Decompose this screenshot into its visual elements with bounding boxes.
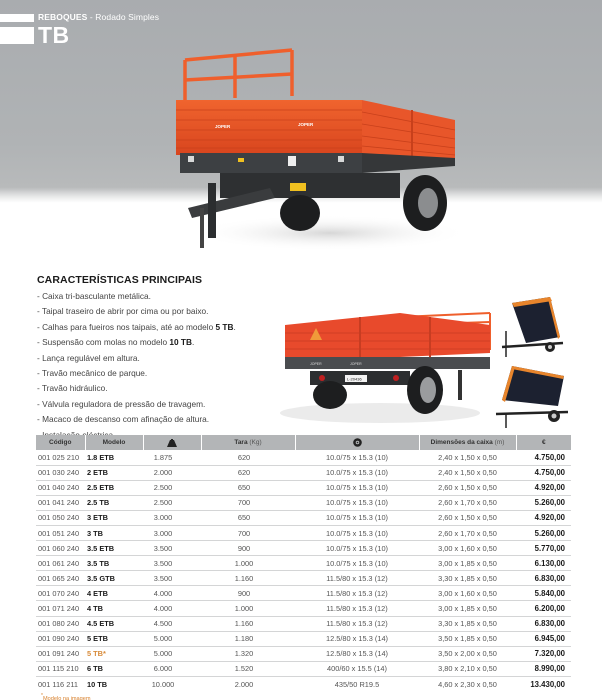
table-cell: 620 bbox=[201, 465, 295, 480]
feature-text: . bbox=[191, 337, 195, 348]
table-cell: 001 050 240 bbox=[36, 510, 85, 525]
table-cell: 12.5/80 x 15.3 (14) bbox=[295, 631, 419, 646]
table-cell: 5.260,00 bbox=[516, 525, 571, 540]
feature-item bbox=[37, 320, 297, 335]
column-header-model[interactable]: Modelo bbox=[85, 435, 143, 450]
table-cell: 3,50 x 2,00 x 0,50 bbox=[419, 646, 516, 661]
table-cell: 6.945,00 bbox=[516, 631, 571, 646]
brand-label: JOPER bbox=[215, 124, 231, 129]
table-cell: 4.920,00 bbox=[516, 480, 571, 495]
table-cell: 3.000 bbox=[143, 525, 201, 540]
title-decoration-bar bbox=[0, 14, 34, 22]
table-cell: 3,00 x 1,85 x 0,50 bbox=[419, 601, 516, 616]
table-cell: 3,80 x 2,10 x 0,50 bbox=[419, 661, 516, 676]
table-row[interactable] bbox=[36, 646, 571, 661]
table-cell: 10.0/75 x 15.3 (10) bbox=[295, 510, 419, 525]
table-cell: 6.830,00 bbox=[516, 616, 571, 631]
table-cell: 1.8 ETB bbox=[85, 450, 143, 465]
feature-item bbox=[37, 397, 297, 412]
feature-text: . bbox=[233, 321, 236, 332]
table-cell: 3.000 bbox=[143, 510, 201, 525]
feature-text: - Lança regulável em altura. bbox=[37, 352, 140, 363]
table-cell: 5 ETB bbox=[85, 631, 143, 646]
tire-icon bbox=[353, 438, 362, 447]
table-cell: 001 041 240 bbox=[36, 495, 85, 510]
feature-item bbox=[37, 351, 297, 366]
feature-text: - Taipal traseiro de abrir por cima ou por baixo. bbox=[37, 306, 209, 317]
feature-text: - Válvula reguladora de pressão de travagem. bbox=[37, 398, 206, 409]
table-row[interactable] bbox=[36, 525, 571, 540]
feature-item bbox=[37, 366, 297, 381]
table-cell: 1.160 bbox=[201, 616, 295, 631]
table-cell: 10.0/75 x 15.3 (10) bbox=[295, 450, 419, 465]
table-cell: 4.750,00 bbox=[516, 450, 571, 465]
table-cell: 2.500 bbox=[143, 480, 201, 495]
column-header-tara[interactable]: Tara (Kg) bbox=[201, 435, 295, 450]
trailer-rear-image bbox=[280, 295, 495, 425]
feature-text: - Travão hidráulico. bbox=[37, 383, 108, 394]
features-heading: CARACTERÍSTICAS PRINCIPAIS bbox=[37, 274, 203, 286]
table-cell: 001 071 240 bbox=[36, 601, 85, 616]
table-cell: 900 bbox=[201, 586, 295, 601]
table-cell: 10.0/75 x 15.3 (10) bbox=[295, 495, 419, 510]
table-cell: 3,50 x 1,85 x 0,50 bbox=[419, 631, 516, 646]
table-cell: 001 115 210 bbox=[36, 661, 85, 676]
table-cell: 001 040 240 bbox=[36, 480, 85, 495]
trailer-tipping-rear-image bbox=[492, 362, 572, 430]
column-header-price[interactable]: € bbox=[516, 435, 571, 450]
table-cell: 3,30 x 1,85 x 0,50 bbox=[419, 571, 516, 586]
table-cell: 11.5/80 x 15.3 (12) bbox=[295, 616, 419, 631]
features-section bbox=[37, 274, 297, 443]
table-body bbox=[36, 450, 571, 692]
table-cell: 12.5/80 x 15.3 (14) bbox=[295, 646, 419, 661]
table-cell: 10 TB bbox=[87, 679, 108, 689]
column-header-code[interactable]: Código bbox=[36, 435, 85, 450]
table-row[interactable] bbox=[36, 495, 571, 510]
title-decoration-bar bbox=[0, 27, 34, 44]
table-cell: 3.5 ETB bbox=[85, 541, 143, 556]
table-cell: 700 bbox=[201, 495, 295, 510]
feature-text: 10 TB bbox=[169, 337, 192, 348]
table-cell: 3.5 GTB bbox=[85, 571, 143, 586]
table-cell: 001 070 240 bbox=[36, 586, 85, 601]
table-cell: 4.920,00 bbox=[516, 510, 571, 525]
subcategory-label: - Rodado Simples bbox=[87, 12, 160, 22]
table-cell: 3,00 x 1,85 x 0,50 bbox=[419, 556, 516, 571]
table-row[interactable] bbox=[36, 465, 571, 480]
table-cell: 11.5/80 x 15.3 (12) bbox=[295, 586, 419, 601]
table-row[interactable] bbox=[36, 586, 571, 601]
feature-item bbox=[37, 381, 297, 396]
table-cell: 3.500 bbox=[143, 556, 201, 571]
column-header-tire[interactable] bbox=[295, 435, 419, 450]
table-cell: 2,40 x 1,50 x 0,50 bbox=[419, 450, 516, 465]
svg-text:JOPER: JOPER bbox=[298, 122, 314, 127]
table-cell: 10.0/75 x 15.3 (10) bbox=[295, 556, 419, 571]
table-cell: 001 061 240 bbox=[36, 556, 85, 571]
table-cell: 001 090 240 bbox=[36, 631, 85, 646]
table-cell: 001 080 240 bbox=[36, 616, 85, 631]
table-row[interactable] bbox=[36, 556, 571, 571]
table-cell: 3.500 bbox=[143, 541, 201, 556]
table-cell: 5.000 bbox=[143, 646, 201, 661]
table-cell: 2,60 x 1,50 x 0,50 bbox=[419, 510, 516, 525]
table-cell: 900 bbox=[201, 541, 295, 556]
table-cell: 4 TB bbox=[85, 601, 143, 616]
table-cell: 2.5 TB bbox=[85, 495, 143, 510]
table-cell: 3 ETB bbox=[85, 510, 143, 525]
trailer-tipping-side-image bbox=[498, 295, 570, 360]
table-cell: 5.000 bbox=[143, 631, 201, 646]
table-cell: 620 bbox=[201, 450, 295, 465]
table-cell: 650 bbox=[201, 480, 295, 495]
table-cell: 11.5/80 x 15.3 (12) bbox=[295, 601, 419, 616]
table-cell: 13.430,00 bbox=[530, 679, 565, 689]
table-cell: 4.000 bbox=[143, 586, 201, 601]
table-cell: 1.000 bbox=[201, 601, 295, 616]
table-cell: 4.000 bbox=[143, 601, 201, 616]
table-cell: 11.5/80 x 15.3 (12) bbox=[295, 571, 419, 586]
table-row[interactable] bbox=[36, 601, 571, 616]
table-cell: 6.200,00 bbox=[516, 601, 571, 616]
feature-text: - Macaco de descanso com afinação de altura. bbox=[37, 414, 210, 425]
table-cell: 1.320 bbox=[201, 646, 295, 661]
feature-item bbox=[37, 289, 297, 304]
table-cell: 3,00 x 1,60 x 0,50 bbox=[419, 541, 516, 556]
table-row[interactable] bbox=[36, 661, 571, 676]
feature-text: - Calhas para fueiros nos taipais, até ao modelo bbox=[37, 321, 216, 332]
table-header-row bbox=[36, 435, 571, 450]
column-header-dimensions[interactable]: Dimensões da caixa (m) bbox=[419, 435, 516, 450]
table-row[interactable] bbox=[36, 676, 571, 691]
column-header-load[interactable] bbox=[143, 435, 201, 450]
feature-text: - Suspensão com molas no modelo bbox=[37, 337, 170, 348]
table-row[interactable] bbox=[36, 571, 571, 586]
table-cell: 4.5 ETB bbox=[85, 616, 143, 631]
table-cell: 2,60 x 1,70 x 0,50 bbox=[419, 525, 516, 540]
table-cell: 1.000 bbox=[201, 556, 295, 571]
table-row[interactable] bbox=[36, 480, 571, 495]
features-list bbox=[37, 289, 297, 443]
license-plate: L-20436 bbox=[347, 376, 362, 382]
table-cell: 4 ETB bbox=[85, 586, 143, 601]
table-cell: 3 TB bbox=[85, 525, 143, 540]
table-cell: 1.160 bbox=[201, 571, 295, 586]
table-cell: 001 030 240 bbox=[36, 465, 85, 480]
table-cell: 2.000 bbox=[143, 465, 201, 480]
table-cell: 2.000 bbox=[234, 679, 254, 689]
table-row[interactable] bbox=[36, 616, 571, 631]
table-cell: 700 bbox=[201, 525, 295, 540]
table-cell: 001 051 240 bbox=[36, 525, 85, 540]
table-cell: 001 025 210 bbox=[36, 450, 85, 465]
feature-text: - Travão mecânico de parque. bbox=[37, 368, 148, 379]
table-row[interactable] bbox=[36, 631, 571, 646]
feature-text: - Caixa tri-basculante metálica. bbox=[37, 291, 151, 301]
table-cell: 2,60 x 1,70 x 0,50 bbox=[419, 495, 516, 510]
table-cell: 10.0/75 x 15.3 (10) bbox=[295, 465, 419, 480]
svg-text:JOPER: JOPER bbox=[350, 362, 362, 366]
table-cell: 2,60 x 1,50 x 0,50 bbox=[419, 480, 516, 495]
table-cell: 10.0/75 x 15.3 (10) bbox=[295, 525, 419, 540]
table-cell: 400/60 x 15.5 (14) bbox=[295, 661, 419, 676]
table-cell: 6.830,00 bbox=[516, 571, 571, 586]
table-cell: 3.500 bbox=[143, 571, 201, 586]
table-cell: 4.500 bbox=[143, 616, 201, 631]
table-cell: 1.520 bbox=[201, 661, 295, 676]
table-cell: 6 TB bbox=[85, 661, 143, 676]
table-cell: 3,00 x 1,60 x 0,50 bbox=[419, 586, 516, 601]
table-cell: 10.0/75 x 15.3 (10) bbox=[295, 480, 419, 495]
table-cell: 5.770,00 bbox=[516, 541, 571, 556]
table-cell: 7.320,00 bbox=[516, 646, 571, 661]
table-row[interactable] bbox=[36, 541, 571, 556]
table-cell: 6.000 bbox=[143, 661, 201, 676]
table-cell: 001 065 240 bbox=[36, 571, 85, 586]
feature-item bbox=[37, 304, 297, 319]
table-row[interactable] bbox=[36, 510, 571, 525]
table-cell: 2,40 x 1,50 x 0,50 bbox=[419, 465, 516, 480]
table-cell: 2.5 ETB bbox=[85, 480, 143, 495]
table-cell: 2 ETB bbox=[85, 465, 143, 480]
table-cell: 435/50 R19.5 bbox=[334, 679, 380, 689]
table-cell: 4,60 x 2,30 x 0,50 bbox=[438, 679, 497, 689]
table-cell: 3.5 TB bbox=[85, 556, 143, 571]
feature-item bbox=[37, 335, 297, 350]
page-title: TB bbox=[38, 22, 70, 48]
table-cell: 4.750,00 bbox=[516, 465, 571, 480]
highlighted-model: 5 TB* bbox=[85, 646, 143, 661]
table-cell: 3,30 x 1,85 x 0,50 bbox=[419, 616, 516, 631]
table-row[interactable] bbox=[36, 450, 571, 465]
table-cell: 6.130,00 bbox=[516, 556, 571, 571]
table-cell: 5.260,00 bbox=[516, 495, 571, 510]
svg-text:JOPER: JOPER bbox=[310, 362, 322, 366]
table-cell: 001 116 211 bbox=[38, 679, 79, 689]
spec-table bbox=[36, 435, 571, 692]
table-cell: 001 091 240 bbox=[36, 646, 85, 661]
footnote: *Modelo na imagem bbox=[41, 693, 91, 700]
table-cell: 650 bbox=[201, 510, 295, 525]
trailer-main-image bbox=[170, 38, 470, 260]
category-label: REBOQUES bbox=[38, 12, 88, 22]
feature-item bbox=[37, 412, 297, 427]
feature-text: 5 TB bbox=[215, 321, 234, 332]
table-cell: 10.000 bbox=[151, 679, 175, 689]
table-cell: 001 060 240 bbox=[36, 541, 85, 556]
table-cell: 10.0/75 x 15.3 (10) bbox=[295, 541, 419, 556]
weight-icon bbox=[167, 439, 177, 447]
table-cell: 5.840,00 bbox=[516, 586, 571, 601]
table-cell: 2.500 bbox=[143, 495, 201, 510]
table-cell: 1.180 bbox=[201, 631, 295, 646]
table-cell: 1.875 bbox=[143, 450, 201, 465]
section-subtitle bbox=[38, 12, 159, 22]
page-edge bbox=[602, 0, 611, 700]
table-cell: 8.990,00 bbox=[516, 661, 571, 676]
